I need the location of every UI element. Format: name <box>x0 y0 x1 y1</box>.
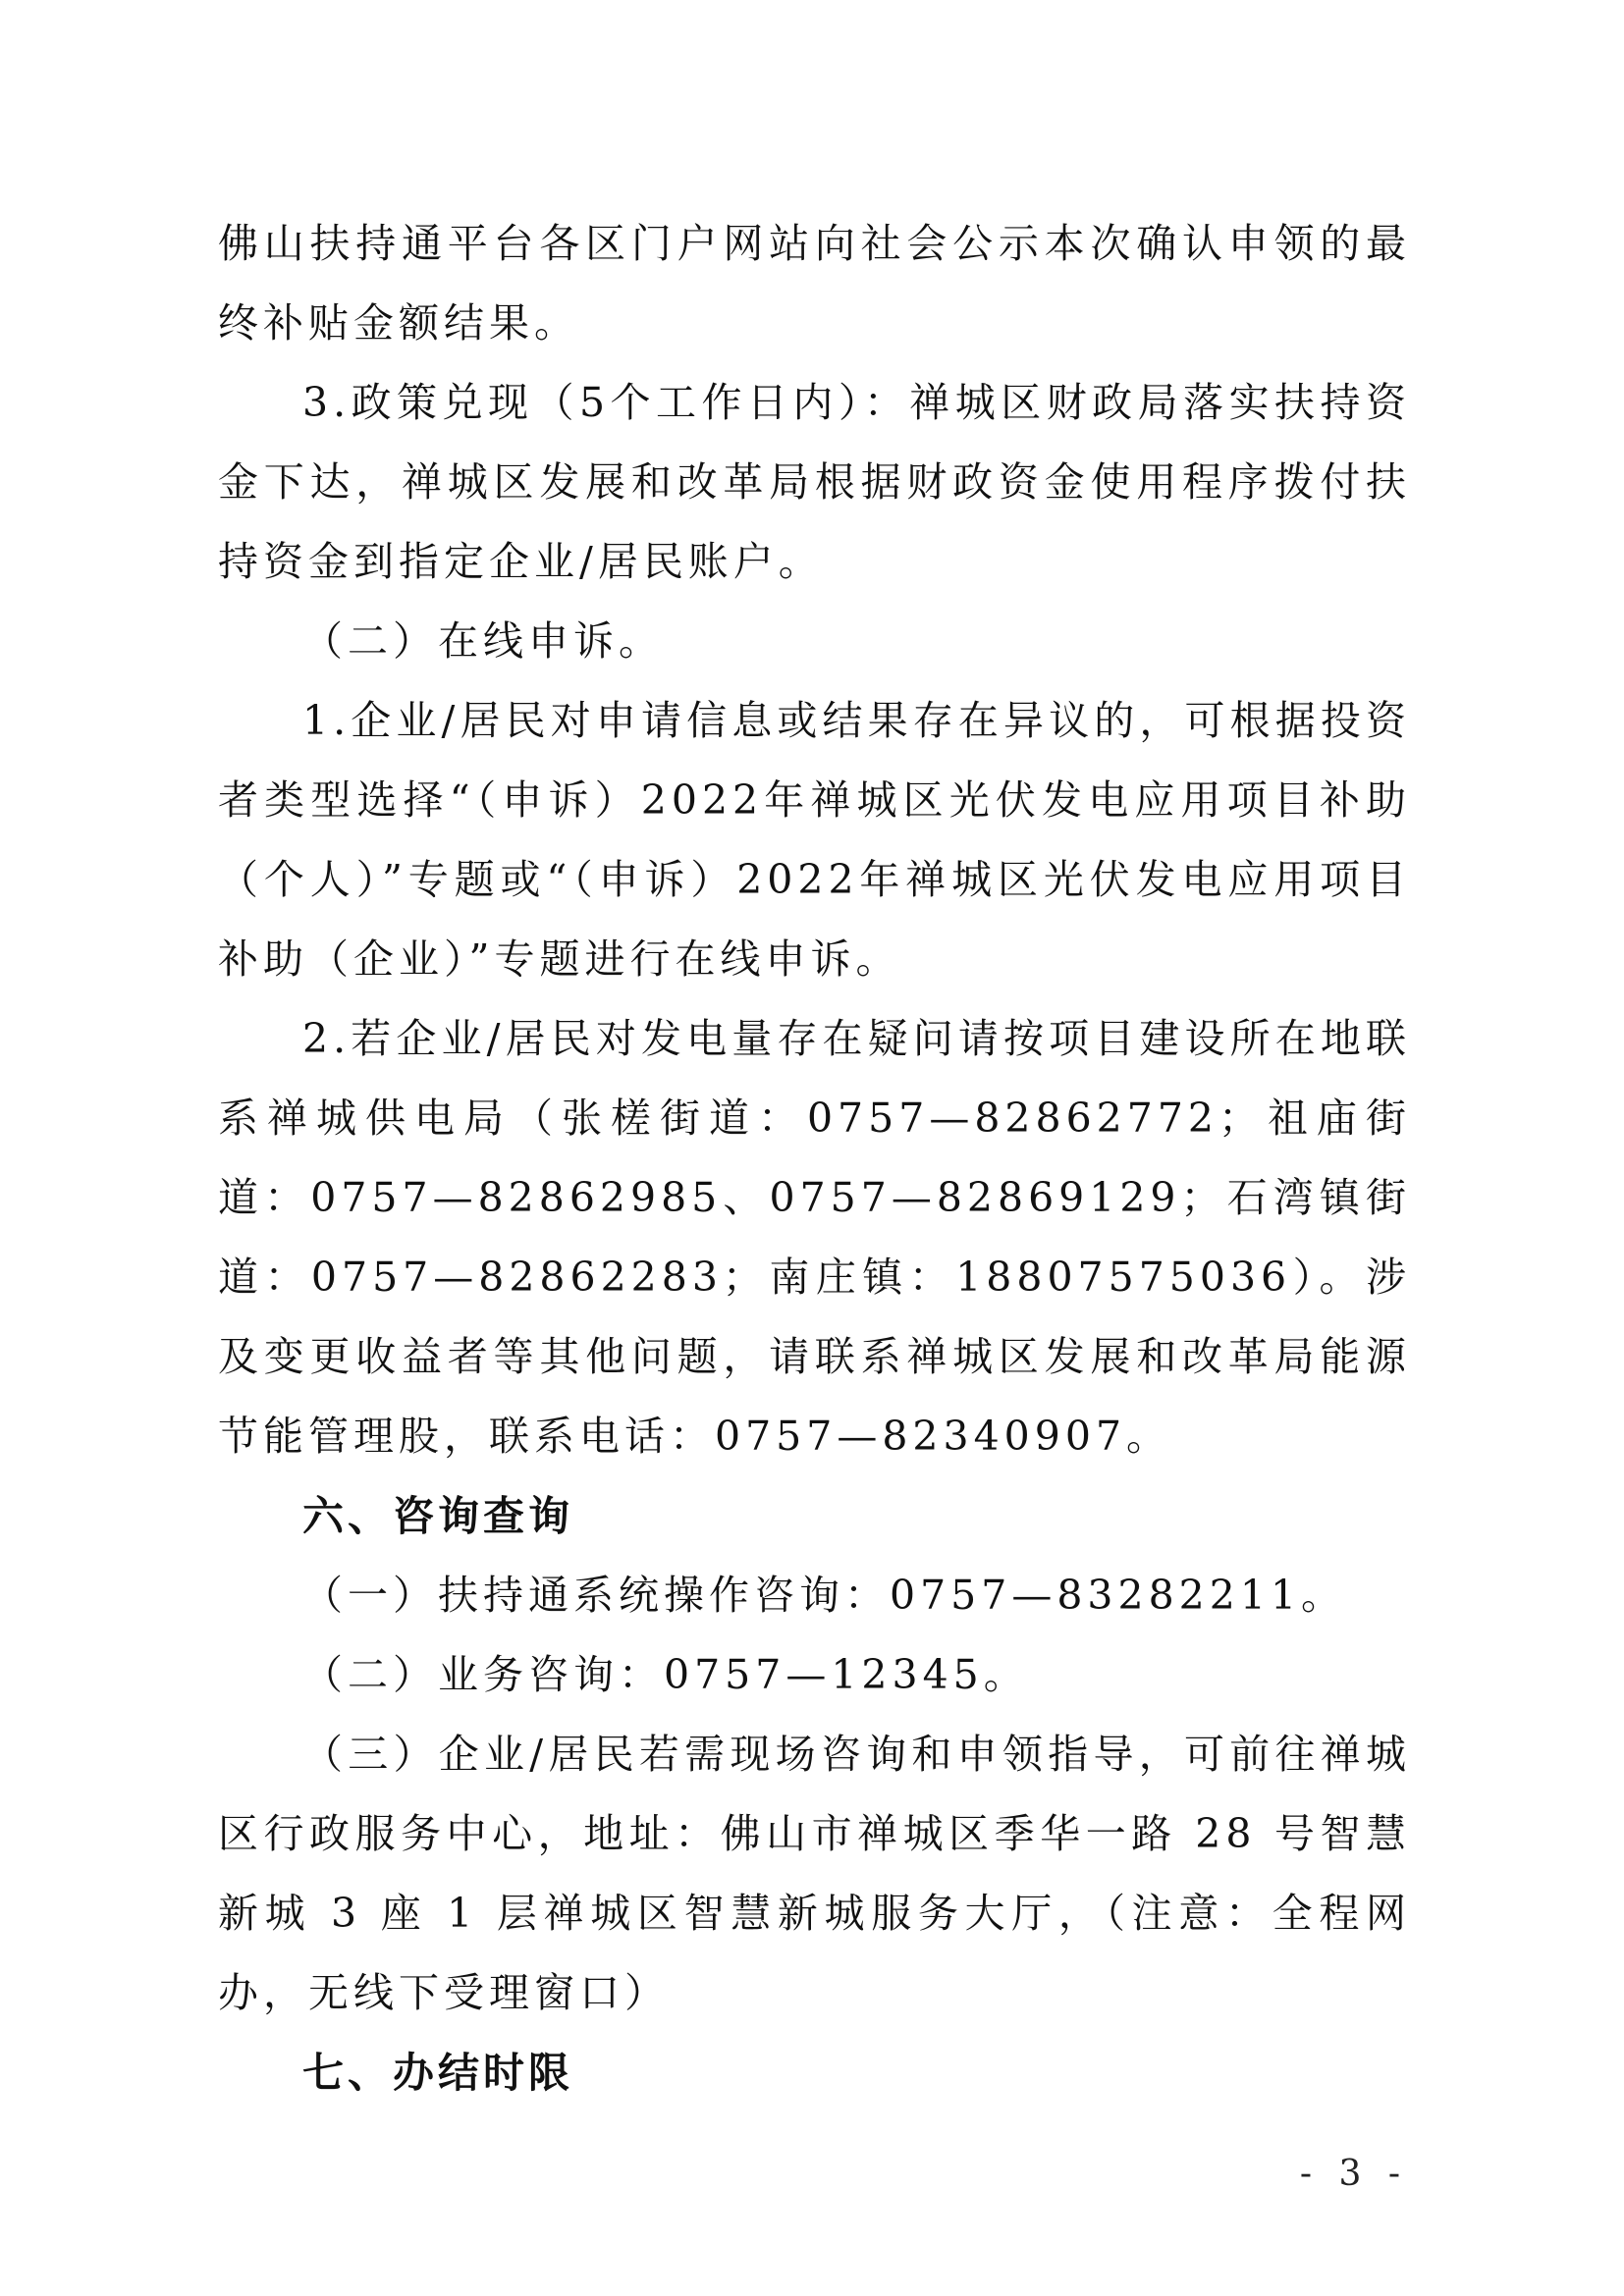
paragraph-policy-payment: 3.政策兑现（5个工作日内）：禅城区财政局落实扶持资金下达，禅城区发展和改革局根据财政资金使用程序拨付扶持资金到指定企业/居民账户。 <box>218 379 1411 585</box>
subheading-online-appeal: （二）在线申诉。 <box>302 617 664 665</box>
paragraph-appeal-topics: 1.企业/居民对申请信息或结果存在异议的，可根据投资者类型选择“（申诉）2022年禅城区光伏发电应用项目补助（个人）”专题或“（申诉）2022年禅城区光伏发电应用项目补助（企业）”专题进行在线申诉。 <box>218 697 1411 983</box>
paragraph-system-consultation: （一）扶持通系统操作咨询：0757—83282211。 <box>302 1572 1347 1619</box>
paragraph-business-consultation: （二）业务咨询：0757—12345。 <box>302 1651 1029 1698</box>
section-heading-time-limit: 七、办结时限 <box>302 2049 574 2097</box>
document-body <box>218 204 1411 2112</box>
section-heading-consultation: 六、咨询查询 <box>302 1492 574 1540</box>
page-number: - 3 - <box>1299 2154 1408 2194</box>
paragraph-onsite-consultation: （三）企业/居民若需现场咨询和申领指导，可前往禅城区行政服务中心，地址：佛山市禅城区季华一路 28 号智慧新城 3 座 1 层禅城区智慧新城服务大厅，（注意：全程网办，无线下受理窗口） <box>218 1731 1411 2016</box>
paragraph-subsidy-publicity: 佛山扶持通平台各区门户网站向社会公示本次确认申领的最终补贴金额结果。 <box>218 220 1411 347</box>
paragraph-power-contacts: 2.若企业/居民对发电量存在疑问请按项目建设所在地联系禅城供电局（张槎街道：0757—82862772；祖庙街道：0757—82862985、0757—82869129；石湾镇街道：0757—82862283；南庄镇：18807575036）。涉及变更收益者等其他问题，请联系禅城区发展和改革局能源节能管理股，联系电话：0757—82340907。 <box>218 1015 1411 1460</box>
